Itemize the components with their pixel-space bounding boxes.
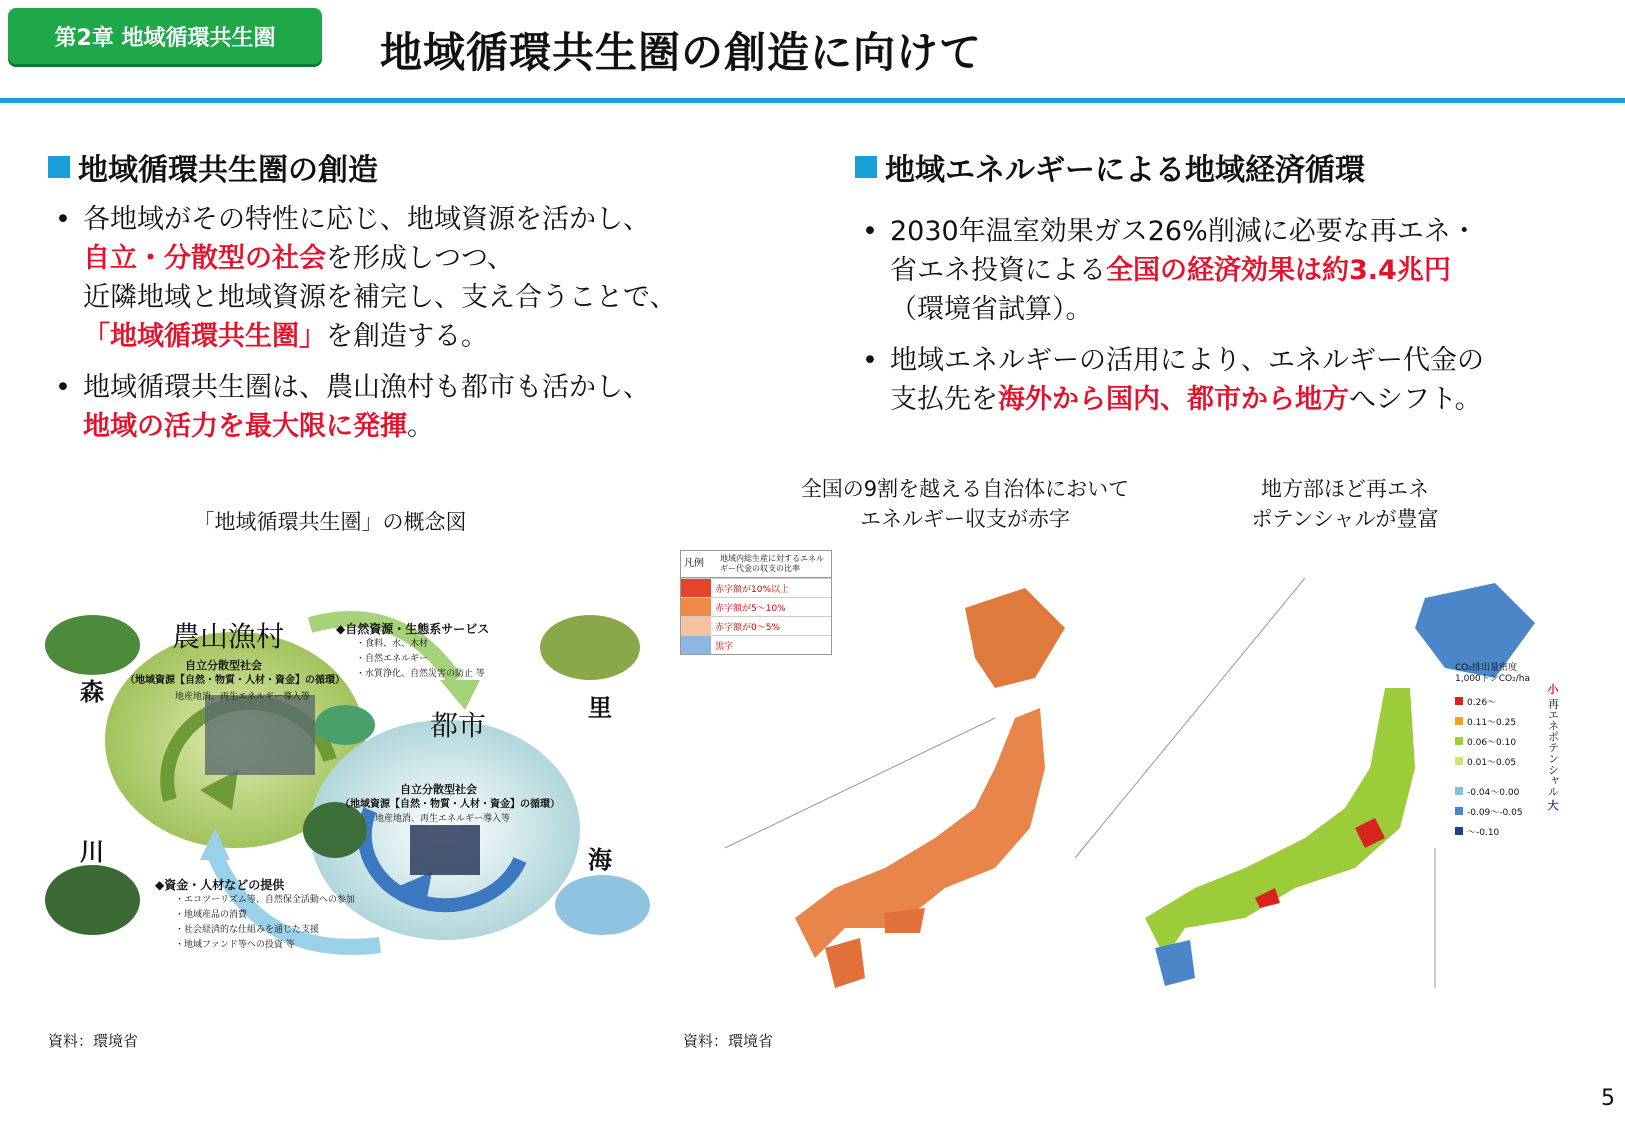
right-b1-line1: • 2030年温室効果ガス26%削減に必要な再エネ・ [890,216,1478,247]
river-photo [45,865,140,935]
legend-swatch [1455,697,1463,705]
map1-legend [680,550,832,655]
city-title: 都市 [430,709,487,742]
legend-title-a: 凡例 [684,558,704,569]
legend-label: 0.26～ [1467,697,1497,708]
label-village: 里 [588,694,612,722]
map2-legend-title: CO₂排出量密度 1,000トンCO₂/ha [1455,663,1530,684]
rural-resources: （地域資源【自然・物質・人材・資金】の循環） [125,675,345,686]
flow-funds-people [155,878,415,953]
right-bullet-2 [862,341,1602,419]
left-b1-line1: • 各地域がその特性に応じ、地域資源を活かし、 [83,204,650,235]
left-b1-line4 [83,317,755,356]
legend-swatch [1455,807,1463,815]
flow1-title: ◆自然資源・生態系サービス [336,622,490,636]
right-b1-line3: （環境省試算）。 [890,294,1093,325]
left-b1-highlight: 自立・分散型の社会 [83,243,326,274]
flow2-item: ・エコツーリズム等、自然保全活動への参加 [175,895,355,905]
left-b1-highlight2: 「地域循環共生圏」 [83,321,326,352]
building-image [205,695,315,775]
legend-swatch [681,579,711,597]
legend-swatch [1455,717,1463,725]
legend-swatch [1455,827,1463,835]
left-b2-line1: • 地域循環共生圏は、農山漁村も都市も活かし、 [83,372,650,403]
flow2-title: ◆資金・人材などの提供 [155,878,285,892]
legend-label: 赤字額が10%以上 [715,584,790,595]
right-b2-highlight: 海外から国内、都市から地方 [998,384,1349,415]
legend-swatch [681,598,711,616]
kyushu-shape [825,938,865,988]
flow2-item: ・地域ファンド等への投資 等 [175,940,295,950]
concept-diagram [40,600,660,980]
scale-small: 小 [1547,683,1559,696]
city-sub: 自立分散型社会 [400,783,477,796]
square-bullet-icon [855,156,877,178]
legend-label: 0.01～0.05 [1467,757,1517,768]
city-note: 地産地消、再生エネルギー導入等 [375,814,511,824]
right-b1-highlight: 全国の経済効果は約3.4兆円 [1106,255,1451,286]
right-b1-pre: 省エネ投資による [890,255,1106,286]
right-source: 資料：環境省 [683,1032,774,1050]
map1-caption [780,474,1150,534]
flow2-item: ・地域産品の消費 [175,910,248,920]
flow2-item: ・社会経済的な仕組みを通じた支援 [175,925,320,935]
right-b2-line1: • 地域エネルギーの活用により、エネルギー代金の [890,345,1484,376]
rural-note: 地産地消、再生エネルギー導入等 [175,692,311,702]
legend-label: 赤字額が0～5% [715,622,781,633]
river-image [315,705,375,745]
legend-swatch [681,617,711,635]
legend-swatch [1455,737,1463,745]
map1-caption-line: エネルギー収支が赤字 [860,507,1070,531]
hokkaido-shape [965,588,1065,688]
label-sea: 海 [588,846,612,874]
legend-label: ～-0.10 [1467,827,1500,838]
label-forest: 森 [80,678,104,706]
legend-label: 黒字 [715,641,734,652]
map1-legend-row [681,635,831,654]
chapter-tag: 第2章 地域循環共生圏 [8,8,322,64]
flow-natural-resources [336,622,556,682]
map1-legend-row [681,597,831,616]
city-skyline-image [410,825,480,875]
right-b2-line2 [890,380,1602,419]
figure-caption: 「地域循環共生圏」の概念図 [193,510,467,534]
legend-swatch [1455,757,1463,765]
left-source: 資料：環境省 [48,1032,139,1050]
legend-label: 0.06～0.10 [1467,737,1517,748]
city-resources: （地域資源【自然・物質・人材・資金】の循環） [340,799,560,810]
map1-caption-line: 全国の9割を越える自治体において [800,477,1130,501]
right-heading [855,145,1365,189]
map1-legend-row [681,578,831,597]
left-b1-rest: を形成しつつ、 [326,243,514,274]
left-bullet-2 [55,368,755,446]
left-b1-line3: 近隣地域と地域資源を補完し、支え合うことで、 [83,282,677,313]
label-river: 川 [80,838,104,866]
flow1-item: ・自然エネルギー [356,654,429,664]
flow1-item: ・食料、水、木材 [356,639,429,649]
left-bullet-1 [55,200,755,356]
legend-label: 0.11～0.25 [1467,717,1517,728]
legend-swatch [681,636,711,654]
left-b2-highlight: 地域の活力を最大限に発揮 [83,411,407,442]
right-bullets [862,212,1602,431]
title-rule [0,98,1625,103]
forest-photo [45,615,140,675]
left-b1-rest2: を創造する。 [326,321,488,352]
right-b2-post: へシフト。 [1349,384,1482,415]
map2-legend-row [1455,821,1565,841]
left-b2-rest: 。 [407,411,434,442]
map-renewable-potential [1065,568,1565,988]
legend-title-b: 地域内総生産に対するエネルギー代金の収支の比率 [720,554,824,573]
right-b2-pre: 支払先を [890,384,998,415]
page-title: 地域循環共生圏の創造に向けて [380,28,983,77]
kyushu-shape [1155,940,1195,986]
sea-photo [555,875,650,935]
left-bullets [55,200,755,458]
map1-legend-header [681,551,831,578]
square-bullet-icon [48,156,70,178]
left-heading-text: 地域循環共生圏の創造 [78,153,378,188]
potential-scale [1545,683,1561,812]
right-heading-text: 地域エネルギーによる地域経済循環 [885,153,1365,188]
rural-sub: 自立分散型社会 [185,659,262,672]
left-b2-line2 [83,407,755,446]
legend-label: 赤字額が5～10% [715,603,786,614]
right-bullet-1 [862,212,1602,329]
map2-caption-line: 地方部ほど再エネ [1261,477,1429,501]
left-heading [48,145,378,189]
map2-caption-line: ポテンシャルが豊富 [1251,507,1439,531]
scale-large: 大 [1547,799,1559,812]
legend-label: -0.04～0.00 [1467,787,1520,798]
scale-text: 再エネポテンシャル [1546,698,1560,797]
page-number: 5 [1601,1086,1615,1111]
map1-legend-row [681,616,831,635]
map2-caption [1230,474,1460,534]
flow1-item: ・水質浄化、自然災害の防止 等 [356,669,485,679]
legend-swatch [1455,787,1463,795]
rural-title: 農山漁村 [172,620,285,653]
left-b1-line2 [83,239,755,278]
legend-label: -0.09～-0.05 [1467,807,1523,818]
right-b1-line2 [890,251,1602,290]
map1-legend-rows [681,578,831,654]
